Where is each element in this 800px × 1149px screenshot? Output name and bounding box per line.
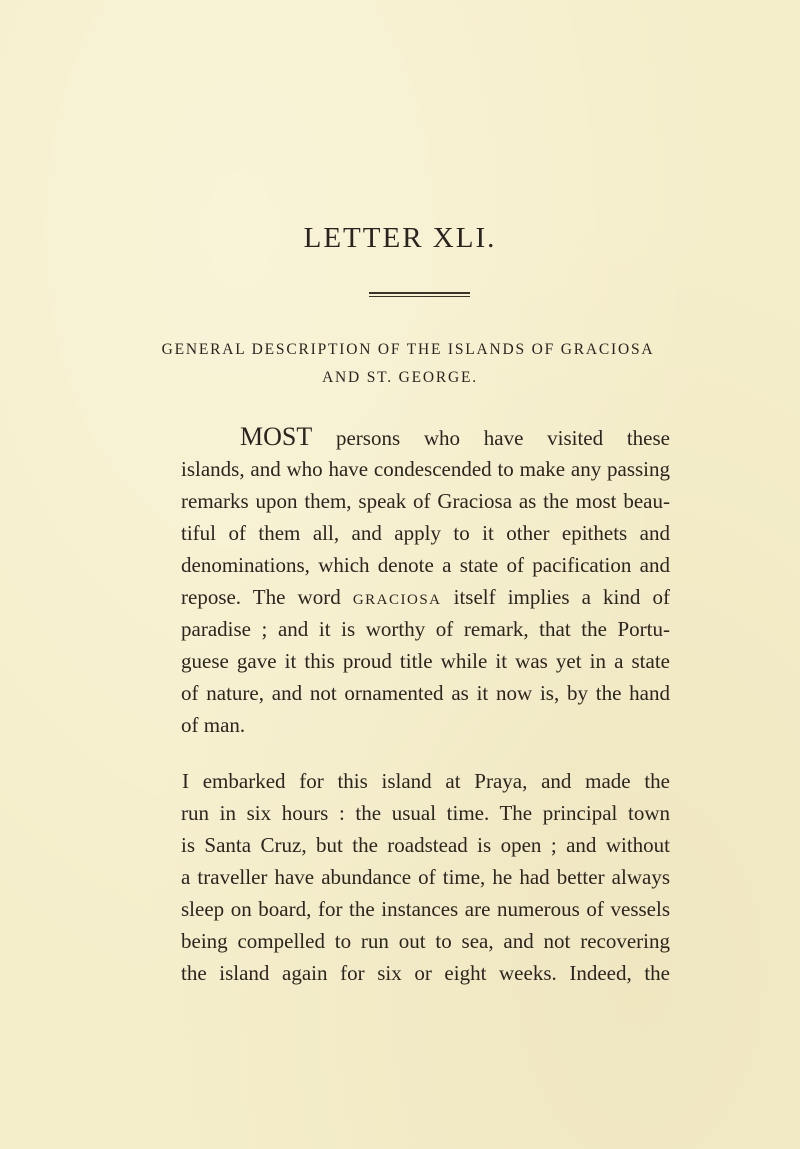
paragraph-1-line-4: tiful of them all, and apply to it other epithets and [181,521,670,545]
paragraph-2-line-7: the island again for six or eight weeks. Indeed, the [181,961,670,985]
paragraph-2-line-3: is Santa Cruz, but the roadstead is open ; and without [181,833,670,857]
paragraph-1-line-6 [181,584,670,613]
paragraph-1-line-8: guese gave it this proud title while it was yet in a state [181,649,670,673]
paragraph-1-line-3: remarks upon them, speak of Graciosa as the most beau- [181,489,670,513]
paragraph-1-line-7: paradise ; and it is worthy of remark, that the Portu- [181,617,670,641]
graciosa-small-caps: GRACIOSA [352,592,442,608]
paragraph-1-line-6-b: itself implies a kind of [453,585,670,609]
paragraph-1-line-10: of man. [181,713,246,737]
paragraph-1-line-1 [240,424,670,451]
heading-rule-thick [369,292,470,294]
letter-heading: LETTER XLI. [303,222,497,254]
paragraph-2-line-4: a traveller have abundance of time, he had better always [181,865,670,889]
paragraph-1-line-9: of nature, and not ornamented as it now is, by the hand [181,681,670,705]
heading-rule-thin [369,296,470,297]
paragraph-1-line-5: denominations, which denote a state of pacification and [181,553,670,577]
letter-subtitle-line-1: GENERAL DESCRIPTION OF THE ISLANDS OF GRACIOSA [161,341,655,358]
paragraph-2-line-5: sleep on board, for the instances are numerous of vessels [181,897,670,921]
paragraph-1-line-2: islands, and who have condescended to make any passing [181,457,670,481]
paragraph-1-line-6-a: repose. The word [181,585,341,609]
paragraph-2-line-6: being compelled to run out to sea, and not recovering [181,929,670,953]
letter-subtitle-line-2: AND ST. GEORGE. [322,369,478,386]
paragraph-2-line-1: I embarked for this island at Praya, and made the [182,769,670,793]
paragraph-2-line-2: run in six hours : the usual time. The principal town [181,801,670,825]
lead-word: MOST [240,422,313,451]
paragraph-1-line-1-rest: persons who have visited these [335,426,670,450]
